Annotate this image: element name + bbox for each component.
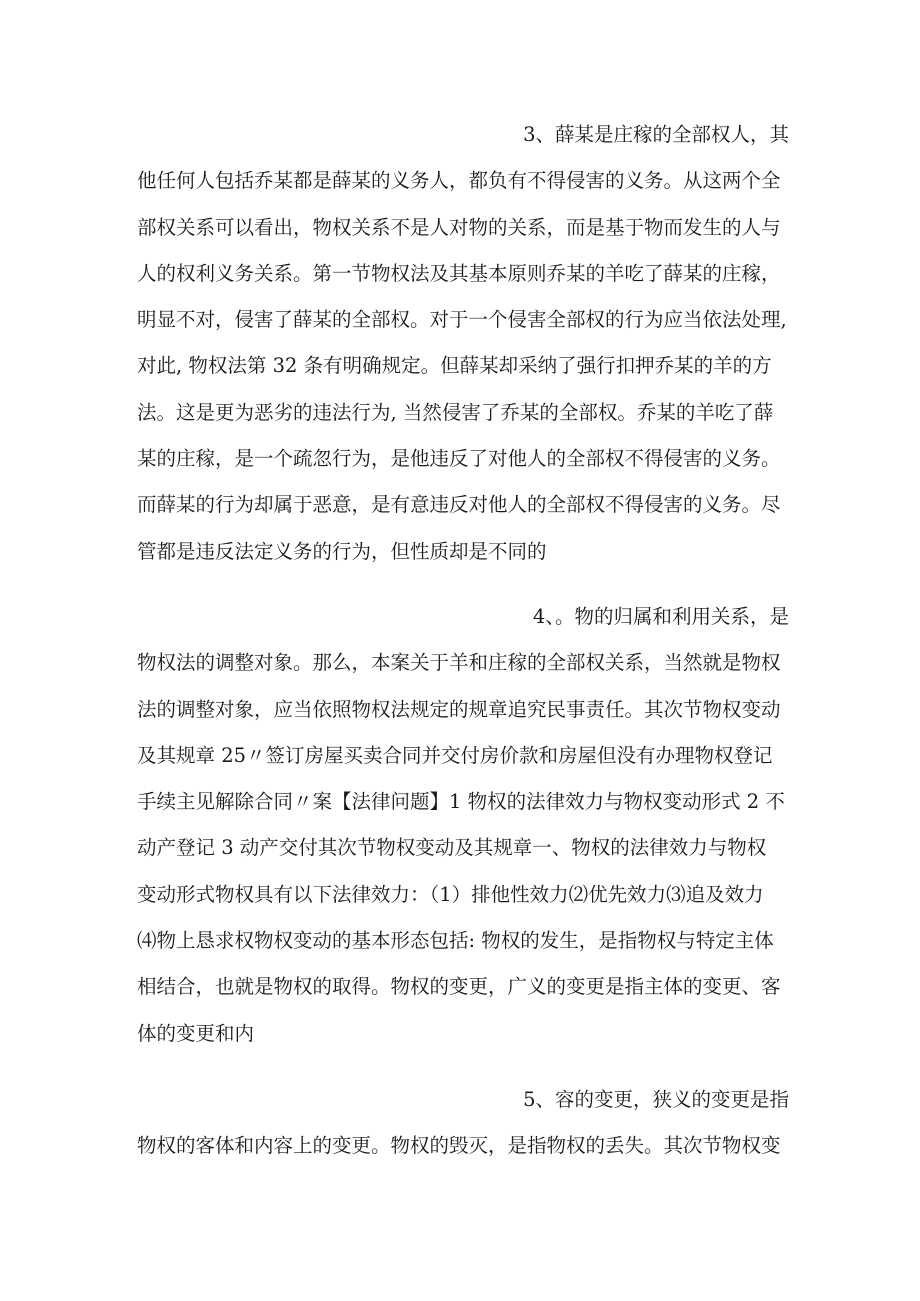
text-line: 相结合，也就是物权的取得。物权的变更，广义的变更是指主体的变更、客 xyxy=(137,975,781,999)
text-line: 某的庄稼，是一个疏忽行为，是他违反了对他人的全部权不得侵害的义务。 xyxy=(137,447,781,471)
text-line xyxy=(137,594,791,640)
text-line: 部权关系可以看出，物权关系不是人对物的关系，而是基于物而发生的人与 xyxy=(137,215,781,239)
text-line: 管都是违反法定义务的行为，但性质却是不同的 xyxy=(137,539,547,563)
text-line: 手续主见解除合同〃案【法律问题】1 物权的法律效力与物权变动形式 2 不 xyxy=(137,790,785,814)
text-line: 而薛某的行为却属于恶意，是有意违反对他人的全部权不得侵害的义务。尽 xyxy=(137,493,781,517)
text-line: ⑷物上恳求权物权变动的基本形态包括: 物权的发生，是指物权与特定主体 xyxy=(137,929,774,953)
text-line: 变动形式物权具有以下法律效力：（1）排他性效力⑵优先效力⑶追及效力 xyxy=(137,882,764,906)
text-line: 法的调整对象，应当依照物权法规定的规章追究民事责任。其次节物权变动 xyxy=(137,697,781,721)
paragraph-lead: 4、。物的归属和利用关系，是 xyxy=(532,605,789,628)
text-line: 动产登记 3 动产交付其次节物权变动及其规章一、物权的法律效力与物权 xyxy=(137,836,767,860)
paragraph-4 xyxy=(137,594,791,1057)
text-line: 明显不对，侵害了薛某的全部权。对于一个侵害全部权的行为应当依法处理, xyxy=(137,308,787,332)
text-line: 体的变更和内 xyxy=(137,1021,255,1045)
paragraph-lead: 3、薛某是庄稼的全部权人，其 xyxy=(523,123,789,146)
text-line: 物权的客体和内容上的变更。物权的毁灭，是指物权的丢失。其次节物权变 xyxy=(137,1134,781,1158)
paragraph-3 xyxy=(137,112,791,575)
text-line: 对此, 物权法第 32 条有明确规定。但薛某却采纳了强行扣押乔某的羊的方 xyxy=(137,354,772,378)
paragraph-lead: 5、容的变更，狭义的变更是指 xyxy=(523,1088,789,1111)
text-line xyxy=(137,1077,791,1123)
text-line: 物权法的调整对象。那么，本案关于羊和庄稼的全部权关系，当然就是物权 xyxy=(137,651,781,675)
text-line xyxy=(137,112,791,158)
text-line: 他任何人包括乔某都是薛某的义务人，都负有不得侵害的义务。从这两个全 xyxy=(137,169,781,193)
text-line: 人的权利义务关系。第一节物权法及其基本原则乔某的羊吃了薛某的庄稼， xyxy=(137,261,781,285)
paragraph-5 xyxy=(137,1077,791,1170)
text-line: 法。这是更为恶劣的违法行为, 当然侵害了乔某的全部权。乔某的羊吃了薛 xyxy=(137,400,774,424)
text-line: 及其规章 25〃签订房屋买卖合同并交付房价款和房屋但没有办理物权登记 xyxy=(137,743,773,767)
